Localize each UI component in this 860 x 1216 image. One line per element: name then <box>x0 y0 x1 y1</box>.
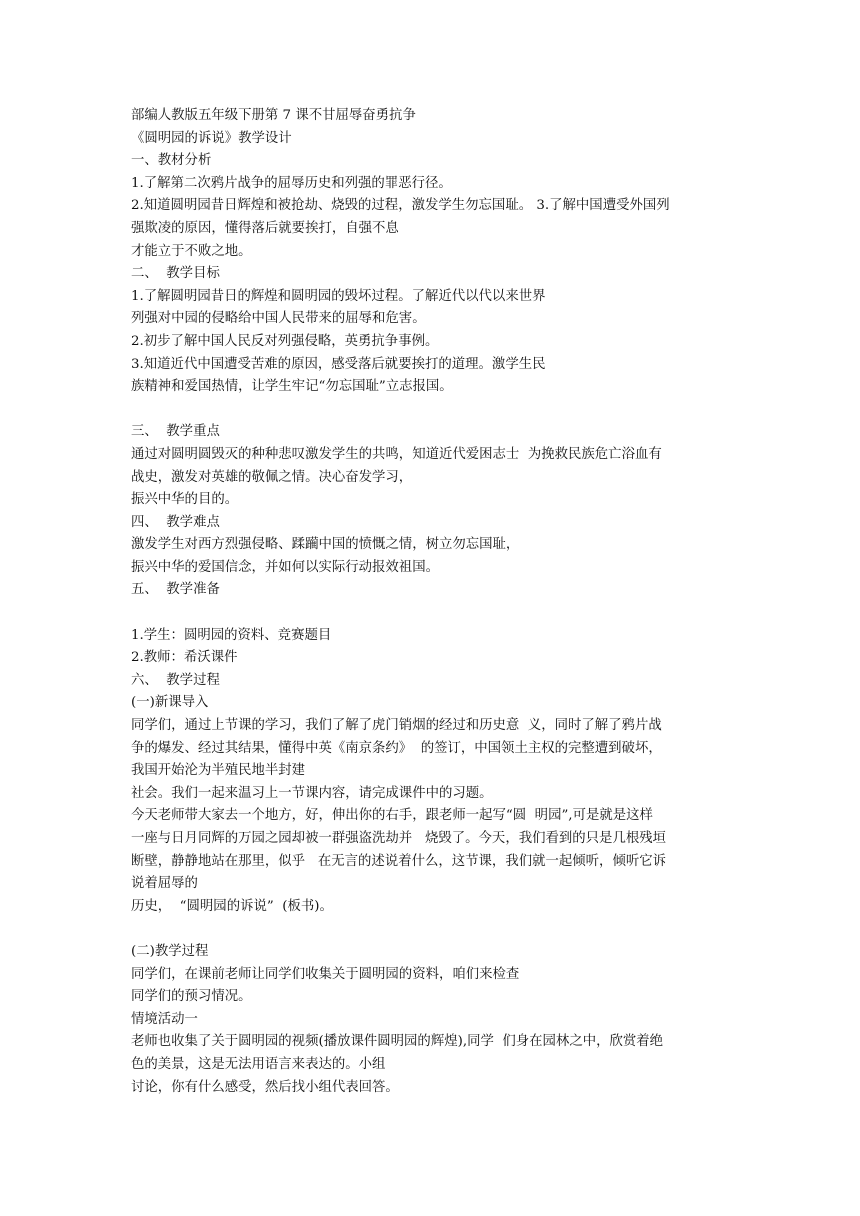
subsection-heading: 情境活动一 <box>131 1011 198 1027</box>
subsection-heading: (二)教学过程 <box>131 943 209 959</box>
text-line: 争的爆发、经过其结果，懂得中英《南京条约》 的签订，中国领土主权的完整遭到破坏， <box>131 740 662 756</box>
text-line: 讨论，你有什么感受，然后找小组代表回答。 <box>131 1079 399 1095</box>
text-line: 断壁，静静地站在那里，似乎 在无言的述说着什么，这节课，我们就一起倾听，倾听它诉 <box>131 853 667 869</box>
section-heading: 三、 教学重点 <box>131 424 220 440</box>
text-line: 激发学生对西方烈强侵略、蹂躏中国的愤慨之情，树立勿忘国耻， <box>131 537 520 553</box>
blank-line <box>131 918 731 941</box>
text-line: 列强对中园的侵略给中国人民带来的屈辱和危害。 <box>131 311 426 327</box>
text-line: 2.知道圆明园昔日辉煌和被抢劫、烧毁的过程，激发学生勿忘国耻。 3.了解中国遭受外国列 <box>131 198 670 214</box>
text-line: 2.教师：希沃课件 <box>131 650 238 666</box>
text-line: 3.知道近代中国遭受苦难的原因，感受落后就要挨打的道理。激学生民 <box>131 356 546 372</box>
text-line: 同学们的预习情况。 <box>131 989 252 1005</box>
text-line: 说着屈辱的 <box>131 876 198 892</box>
text-line: 一座与日月同辉的万园之园却被一群强盗洗劫并 烧毁了。今天，我们看到的只是几根残垣 <box>131 831 667 846</box>
section-heading: 五、 教学准备 <box>131 582 220 598</box>
text-line: 战史，激发对英雄的敬佩之情。决心奋发学习， <box>131 469 413 485</box>
document-subtitle: 《圆明园的诉说》教学设计 <box>131 130 292 146</box>
text-line: 历史， “圆明园的诉说” (板书)。 <box>131 898 333 914</box>
text-line: 1.了解圆明园昔日的辉煌和圆明园的毁坏过程。了解近代以代以来世界 <box>131 288 546 304</box>
text-line: 通过对圆明圆毁灭的种种悲叹激发学生的共鸣，知道近代爱困志士 为挽救民族危亡浴血有 <box>131 446 662 462</box>
text-line: 才能立于不败之地。 <box>131 243 252 259</box>
text-line: 今天老师带大家去一个地方，好，伸出你的右手，跟老师一起写“圆 明园”,可是就是这样 <box>131 808 653 824</box>
text-line: 振兴中华的目的。 <box>131 492 239 508</box>
section-heading: 一、教材分析 <box>131 153 212 169</box>
text-line: 振兴中华的爱国信念，并如何以实际行动报效祖国。 <box>131 559 439 575</box>
section-heading: 二、 教学目标 <box>131 266 220 282</box>
document-body <box>131 105 731 1099</box>
text-line: 老师也收集了关于圆明园的视频(播放课件圆明园的辉煌),同学 们身在园林之中，欣赏着绝 <box>131 1034 664 1050</box>
text-line: 2.初步了解中国人民反对列强侵略，英勇抗争事例。 <box>131 333 439 349</box>
text-line: 1.了解第二次鸦片战争的屈辱历史和列强的罪恶行径。 <box>131 175 452 191</box>
section-heading: 六、 教学过程 <box>131 672 220 688</box>
text-line: 同学们，通过上节课的学习，我们了解了虎门销烟的经过和历史意 义，同时了解了鸦片战 <box>131 718 662 734</box>
text-line: 色的美景，这是无法用语言来表达的。小组 <box>131 1056 386 1072</box>
text-line: 社会。我们一起来温习上一节课内容，请完成课件中的习题。 <box>131 785 493 801</box>
text-line: 同学们，在课前老师让同学们收集关于圆明园的资料，咱们来检查 <box>131 966 520 982</box>
text-line: 1.学生：圆明园的资料、竞赛题目 <box>131 627 332 643</box>
section-heading: 四、 教学难点 <box>131 514 220 530</box>
text-line: 强欺凌的原因，懂得落后就要挨打，自强不息 <box>131 220 399 236</box>
subsection-heading: (一)新课导入 <box>131 695 209 711</box>
blank-line <box>131 602 731 625</box>
text-line: 我国开始沦为半殖民地半封建 <box>131 763 306 779</box>
blank-line <box>131 399 731 422</box>
document-title: 部编人教版五年级下册第 7 课不甘屈辱奋勇抗争 <box>131 108 416 123</box>
text-line: 族精神和爱国热情，让学生牢记“勿忘国耻”立志报国。 <box>131 379 453 395</box>
